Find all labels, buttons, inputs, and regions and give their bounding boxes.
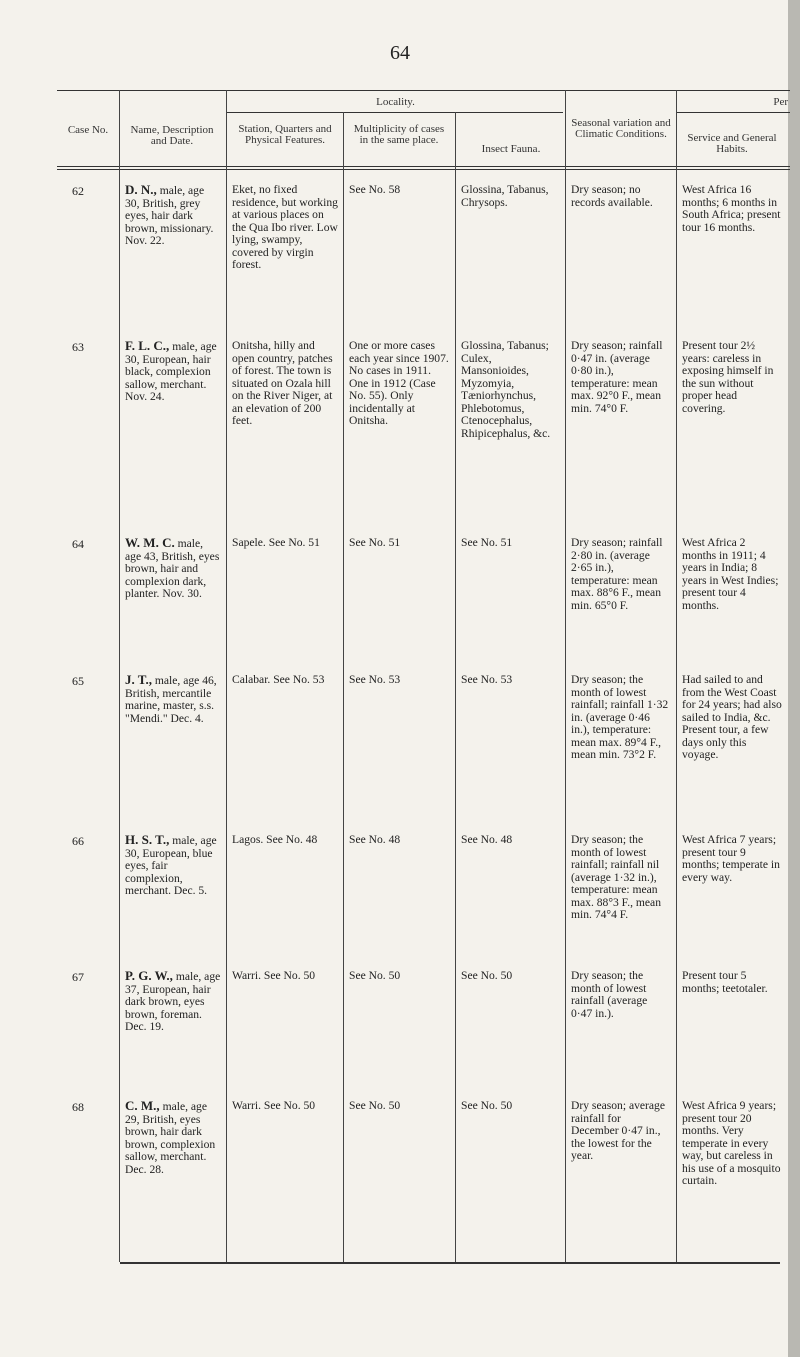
case-number: 62 [72, 184, 84, 198]
case-multiplicity: See No. 51 [349, 536, 401, 549]
header-case-no: Case No. [67, 124, 109, 136]
case-station: Lagos. See No. 48 [232, 833, 318, 846]
case-seasonal: Dry season; rainfall 0·47 in. (average 0·80 in.), temperature: mean max. 92°0 F., mean min. 74°0 F. [571, 339, 663, 415]
case-seasonal: Dry season; no records available. [571, 183, 653, 209]
case-description: male, age 30, British, grey eyes, hair dark brown, missionary. Nov. 22. [125, 184, 214, 247]
header-insect: Insect Fauna. [481, 143, 541, 155]
case-initials: W. M. C. [125, 535, 175, 550]
page-number: 64 [390, 42, 410, 64]
case-insect: See No. 50 [461, 1099, 513, 1112]
case-seasonal: Dry season; the month of lowest rainfall; rainfall 1·32 in. (average 0·46 in.), temperature: mean max. 89°4 F., mean min. 73°2 F. [571, 673, 669, 761]
case-seasonal: Dry season; rainfall 2·80 in. (average 2·65 in.), temperature: mean max. 88°6 F., mean min. 65°0 F. [571, 536, 663, 612]
col-divider-station [226, 90, 227, 1262]
locality-underline [226, 112, 563, 113]
header-service: Service and General Habits. [687, 132, 777, 155]
case-name [125, 537, 221, 601]
case-station: Eket, no fixed residence, but working at various places on the Qua Ibo river. Low lying, swampy, covered by virgin forest. [232, 183, 338, 271]
case-initials: D. N., [125, 182, 157, 197]
col-divider-name [119, 90, 120, 1262]
case-number: 64 [72, 537, 84, 551]
case-station: Sapele. See No. 51 [232, 536, 320, 549]
header-locality: Locality. [376, 96, 415, 108]
case-description: male, age 30, European, hair black, complexion sallow, merchant. Nov. 24. [125, 340, 217, 403]
case-number: 67 [72, 970, 84, 984]
case-station: Warri. See No. 50 [232, 1099, 316, 1112]
case-seasonal: Dry season; the month of lowest rainfall; rainfall nil (average 1·32 in.), temperature: mean max. 88°3 F., mean min. 74°4 F. [571, 833, 662, 921]
col-divider-insect [455, 112, 456, 1262]
case-insect: See No. 53 [461, 673, 513, 686]
case-name [125, 1100, 221, 1176]
case-initials: C. M., [125, 1098, 160, 1113]
case-multiplicity: See No. 53 [349, 673, 401, 686]
case-description: male, age 30, European, blue eyes, fair complexion, merchant. Dec. 5. [125, 834, 217, 897]
case-service: West Africa 2 months in 1911; 4 years in India; 8 years in West Indies; present tour 4 months. [682, 536, 779, 612]
case-service: Present tour 5 months; teetotaler. [682, 969, 768, 995]
case-multiplicity: See No. 50 [349, 1099, 401, 1112]
case-name [125, 340, 221, 404]
case-name [125, 834, 221, 898]
col-divider-seasonal [565, 90, 566, 1262]
case-insect: See No. 50 [461, 969, 513, 982]
col-divider-service [676, 90, 677, 1262]
table-bottom-rule [120, 1262, 780, 1264]
case-initials: P. G. W., [125, 968, 173, 983]
header-bottom-rule [57, 166, 790, 167]
col-divider-multiplicity [343, 112, 344, 1262]
case-insect: See No. 48 [461, 833, 513, 846]
case-description: male, age 43, British, eyes brown, hair and complexion dark, planter. Nov. 30. [125, 537, 220, 600]
case-station: Onitsha, hilly and open country, patches of forest. The town is situated on Ozala hill on the River Niger, at an elevation of 200 feet. [232, 339, 333, 427]
case-description: male, age 37, European, hair dark brown, eyes brown, foreman. Dec. 19. [125, 970, 221, 1033]
table-top-rule [57, 90, 790, 91]
case-initials: J. T., [125, 672, 152, 687]
case-multiplicity: See No. 58 [349, 183, 401, 196]
case-name [125, 674, 221, 725]
case-number: 66 [72, 834, 84, 848]
case-multiplicity: One or more cases each year since 1907. No cases in 1911. One in 1912 (Case No. 55). Only incidentally at Onitsha. [349, 339, 449, 427]
header-station: Station, Quarters and Physical Features. [238, 123, 332, 146]
case-number: 63 [72, 340, 84, 354]
case-number: 65 [72, 674, 84, 688]
case-initials: F. L. C., [125, 338, 170, 353]
case-seasonal: Dry season; the month of lowest rainfall (average 0·47 in.). [571, 969, 648, 1020]
case-service: Present tour 2½ years: careless in exposing himself in the sun without proper head covering. [682, 339, 774, 415]
case-insect: Glossina, Tabanus; Culex, Mansonioides, Myzomyia, Tæniorhynchus, Phlebotomus, Ctenocephalus, Rhipicephalus, &c. [461, 339, 551, 440]
case-multiplicity: See No. 48 [349, 833, 401, 846]
page-edge [788, 0, 800, 1357]
header-bottom-rule-2 [57, 169, 790, 170]
header-per: Per [773, 96, 788, 108]
case-number: 68 [72, 1100, 84, 1114]
per-underline [676, 112, 790, 113]
case-service: West Africa 7 years; present tour 9 months; temperate in every way. [682, 833, 780, 884]
case-seasonal: Dry season; average rainfall for December 0·47 in., the lowest for the year. [571, 1099, 665, 1162]
header-name: Name, Description and Date. [130, 124, 214, 147]
case-station: Warri. See No. 50 [232, 969, 316, 982]
case-description: male, age 29, British, eyes brown, hair dark brown, complexion sallow, merchant. Dec. 28. [125, 1100, 216, 1176]
case-insect: Glossina, Tabanus, Chrysops. [461, 183, 549, 209]
case-service: West Africa 16 months; 6 months in South Africa; present tour 16 months. [682, 183, 781, 234]
case-multiplicity: See No. 50 [349, 969, 401, 982]
case-station: Calabar. See No. 53 [232, 673, 325, 686]
case-service: Had sailed to and from the West Coast for 24 years; had also sailed to India, &c. Present tour, a few days only this voyage. [682, 673, 782, 761]
header-seasonal: Seasonal variation and Climatic Conditions. [571, 117, 671, 140]
case-description: male, age 46, British, mercantile marine, master, s.s. "Mendi." Dec. 4. [125, 674, 217, 725]
case-insect: See No. 51 [461, 536, 513, 549]
header-multiplicity: Multiplicity of cases in the same place. [353, 123, 445, 146]
case-name [125, 184, 221, 248]
case-service: West Africa 9 years; present tour 20 months. Very temperate in every way, but careless in his use of a mosquito curtain. [682, 1099, 781, 1187]
case-name [125, 970, 221, 1034]
case-initials: H. S. T., [125, 832, 170, 847]
